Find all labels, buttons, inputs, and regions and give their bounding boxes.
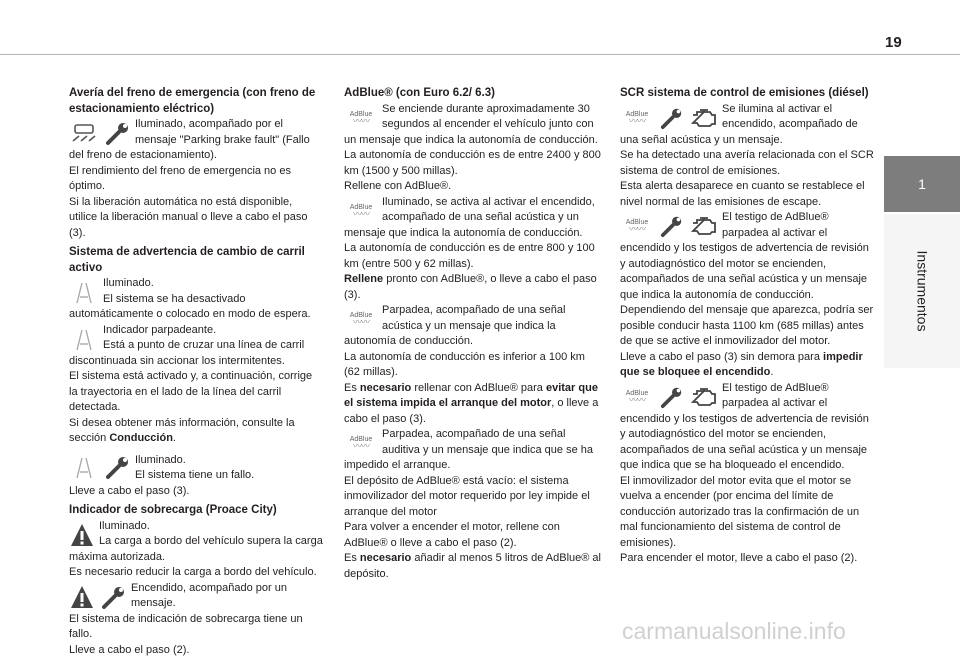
heading-lane-warning: Sistema de advertencia de cambio de carril activo <box>69 245 323 276</box>
column-1 <box>69 86 323 658</box>
engine-icon <box>690 106 718 130</box>
page-number: 19 <box>885 34 902 51</box>
wrench-icon <box>660 106 684 130</box>
text-brake-1: Iluminado, acompañado por el mensaje "Parking brake fault" (Fallo del freno de estacionamiento). <box>69 117 323 164</box>
text-adblue-4d <box>344 551 602 582</box>
text-lane-4b: El sistema tiene un fallo. <box>69 468 323 484</box>
text-overload-2b: El sistema de indicación de sobrecarga tiene un fallo. <box>69 612 323 643</box>
engine-icon <box>690 214 718 238</box>
adblue-icon-label: AdBlue <box>626 390 649 397</box>
text-adblue-4c: Para volver a encender el motor, rellene con AdBlue® o lleve a cabo el paso (2). <box>344 520 602 551</box>
icon-group <box>69 453 131 481</box>
icon-group <box>69 325 99 353</box>
text-brake-3: Si la liberación automática no está disponible, utilice la liberación manual o lleve a cabo el paso (3). <box>69 195 323 242</box>
wrench-icon <box>105 454 131 480</box>
link-conduccion[interactable]: Conducción <box>109 432 173 444</box>
text-lane-3b-lead: Si desea obtener más información, consulte la sección <box>69 417 295 445</box>
text-adblue-4d-bold: necesario <box>360 552 411 564</box>
text-adblue-3c-bold2: evitar que el sistema impida el arranque del motor <box>344 382 598 410</box>
chapter-tab[interactable] <box>884 156 960 212</box>
text-scr-3: El testigo de AdBlue® parpadea al activar el encendido y los testigos de advertencia de revisión y autodiagnóstico del motor se encienden, acompañados de una señal acústica y un mensaje que indica que se ha bloqueado el encendido. <box>620 381 876 474</box>
chapter-title: Instrumentos <box>914 251 930 332</box>
heading-scr: SCR sistema de control de emisiones (diésel) <box>620 86 876 102</box>
adblue-icon: AdBlue 〰〰 <box>620 390 654 404</box>
text-adblue-3b: La autonomía de conducción es inferior a 100 km (62 millas). <box>344 350 602 381</box>
text-overload-2c: Lleve a cabo el paso (2). <box>69 643 323 658</box>
text-adblue-4d-2: añadir al menos 5 litros de AdBlue® al depósito. <box>344 552 601 580</box>
wrench-icon <box>660 385 684 409</box>
icon-group <box>344 104 378 132</box>
icon-group <box>69 521 95 549</box>
text-lane-2a: Indicador parpadeante. <box>69 323 323 339</box>
text-overload-1c: Es necesario reducir la carga a bordo del vehículo. <box>69 565 323 581</box>
text-adblue-3c-2: rellenar con AdBlue® para <box>411 382 546 394</box>
text-scr-3c: Para encender el motor, lleve a cabo el paso (2). <box>620 551 876 567</box>
adblue-icon: AdBlue 〰〰 <box>620 219 654 233</box>
text-overload-1b: La carga a bordo del vehículo supera la carga máxima autorizada. <box>69 534 323 565</box>
icon-group <box>69 583 127 611</box>
lane-departure-icon <box>69 326 99 352</box>
text-adblue-3c-3: , o lleve a cabo el paso (3). <box>344 397 598 425</box>
brake-fault-icon <box>69 121 99 145</box>
heading-emergency-brake: Avería del freno de emergencia (con freno de estacionamiento eléctrico) <box>69 86 323 117</box>
text-adblue-1b: La autonomía de conducción es de entre 2400 y 800 km (1500 y 500 millas). <box>344 148 602 179</box>
text-lane-3b: Si desea obtener más información, consulte la sección Conducción. <box>69 416 323 447</box>
text-scr-2: El testigo de AdBlue® parpadea al activar el encendido y los testigos de advertencia de revisión y autodiagnóstico del motor se encienden, acompañados de una señal acústica y un mensaje que indica la autonomía de conducción. <box>620 210 876 303</box>
icon-group <box>620 104 718 132</box>
text-adblue-2: Iluminado, se activa al activar el encendido, acompañado de una señal acústica y un mensaje que indica la autonomía de conducción. <box>344 195 602 242</box>
wrench-icon <box>660 214 684 238</box>
text-lane-1b: El sistema se ha desactivado automáticamente o colocado en modo de espera. <box>69 292 323 323</box>
adblue-icon: AdBlue 〰〰 <box>344 312 378 326</box>
text-scr-1c: Esta alerta desaparece en cuanto se restablece el nivel normal de las emisiones de escape. <box>620 179 876 210</box>
adblue-icon: AdBlue 〰〰 <box>344 111 378 125</box>
text-scr-2c-bold: impedir que se bloquee el encendido <box>620 351 863 379</box>
text-adblue-2c <box>344 272 602 303</box>
adblue-icon: AdBlue 〰〰 <box>344 204 378 218</box>
text-adblue-3c-1: Es <box>344 382 360 394</box>
text-adblue-3c-bold1: necesario <box>360 382 411 394</box>
text-adblue-3c <box>344 381 602 428</box>
lane-departure-icon <box>69 454 99 480</box>
wrench-icon <box>101 584 127 610</box>
adblue-icon-label: AdBlue <box>626 219 649 226</box>
column-2 <box>344 86 602 582</box>
text-adblue-3: Parpadea, acompañado de una señal acústica y un mensaje que indica la autonomía de conducción. <box>344 303 602 350</box>
icon-group <box>69 119 131 147</box>
column-3 <box>620 86 876 567</box>
text-adblue-2c-rest: pronto con AdBlue®, o lleve a cabo el paso (3). <box>344 273 597 301</box>
text-overload-1a: Iluminado. <box>69 519 323 535</box>
text-adblue-1c: Rellene con AdBlue®. <box>344 179 602 195</box>
text-adblue-4d-1: Es <box>344 552 360 564</box>
adblue-icon-label: AdBlue <box>350 312 373 319</box>
heading-adblue: AdBlue® (con Euro 6.2/ 6.3) <box>344 86 602 102</box>
text-overload-2a: Encendido, acompañado por un mensaje. <box>69 581 323 612</box>
text-adblue-4: Parpadea, acompañado de una señal auditiva y un mensaje que indica que se ha impedido el arranque. <box>344 427 602 474</box>
text-scr-3b: El inmovilizador del motor evita que el motor se vuelva a encender (por encima del límite de conducción autorizado tras la confirmación de un mal funcionamiento del sistema de control de emisiones). <box>620 474 876 552</box>
text-lane-4c: Lleve a cabo el paso (3). <box>69 484 323 500</box>
adblue-icon: AdBlue 〰〰 <box>344 436 378 450</box>
text-scr-2c-lead: Lleve a cabo el paso (3) sin demora para <box>620 351 823 363</box>
icon-group <box>620 383 718 411</box>
adblue-icon-label: AdBlue <box>350 436 373 443</box>
text-scr-2c: Lleve a cabo el paso (3) sin demora para impedir que se bloquee el encendido. <box>620 350 876 381</box>
icon-group <box>69 278 99 306</box>
overload-icon <box>69 522 95 548</box>
header-divider <box>0 54 960 55</box>
overload-icon <box>69 584 95 610</box>
text-adblue-4b: El depósito de AdBlue® está vacío: el sistema inmovilizador del motor requerido por ley impide el arranque del motor <box>344 474 602 521</box>
text-adblue-1: Se enciende durante aproximadamente 30 segundos al encender el vehículo junto con un mensaje que indica la autonomía de conducción. <box>344 102 602 149</box>
watermark: carmanualsonline.info <box>622 618 846 645</box>
text-lane-4a: Iluminado. <box>69 453 323 469</box>
wrench-icon <box>105 120 131 146</box>
text-scr-2b: Dependiendo del mensaje que aparezca, podría ser posible conducir hasta 1100 km (685 millas) antes de que se active el inmovilizador del motor. <box>620 303 876 350</box>
adblue-icon-label: AdBlue <box>350 204 373 211</box>
text-brake-2: El rendimiento del freno de emergencia no es óptimo. <box>69 164 323 195</box>
text-scr-1: Se ilumina al activar el encendido, acompañado de una señal acústica y un mensaje. <box>620 102 876 149</box>
lane-departure-icon <box>69 279 99 305</box>
text-adblue-2c-bold: Rellene <box>344 273 383 285</box>
icon-group <box>344 197 378 225</box>
adblue-icon-label: AdBlue <box>350 111 373 118</box>
heading-overload: Indicador de sobrecarga (Proace City) <box>69 503 323 519</box>
adblue-icon-label: AdBlue <box>626 111 649 118</box>
adblue-icon: AdBlue 〰〰 <box>620 111 654 125</box>
icon-group <box>344 305 378 333</box>
text-scr-1b: Se ha detectado una avería relacionada con el SCR sistema de control de emisiones. <box>620 148 876 179</box>
icon-group <box>344 429 378 457</box>
text-lane-3a: El sistema está activado y, a continuación, corrige la trayectoria en el lado de la línea del carril detectada. <box>69 369 323 416</box>
text-lane-1a: Iluminado. <box>69 276 323 292</box>
icon-group <box>620 212 718 240</box>
text-lane-2b: Está a punto de cruzar una línea de carril discontinuada sin accionar los intermitentes. <box>69 338 323 369</box>
engine-icon <box>690 385 718 409</box>
chapter-title-wrap <box>884 214 960 368</box>
text-adblue-2b: La autonomía de conducción es de entre 800 y 100 km (entre 500 y 62 millas). <box>344 241 602 272</box>
chapter-number: 1 <box>918 176 926 192</box>
